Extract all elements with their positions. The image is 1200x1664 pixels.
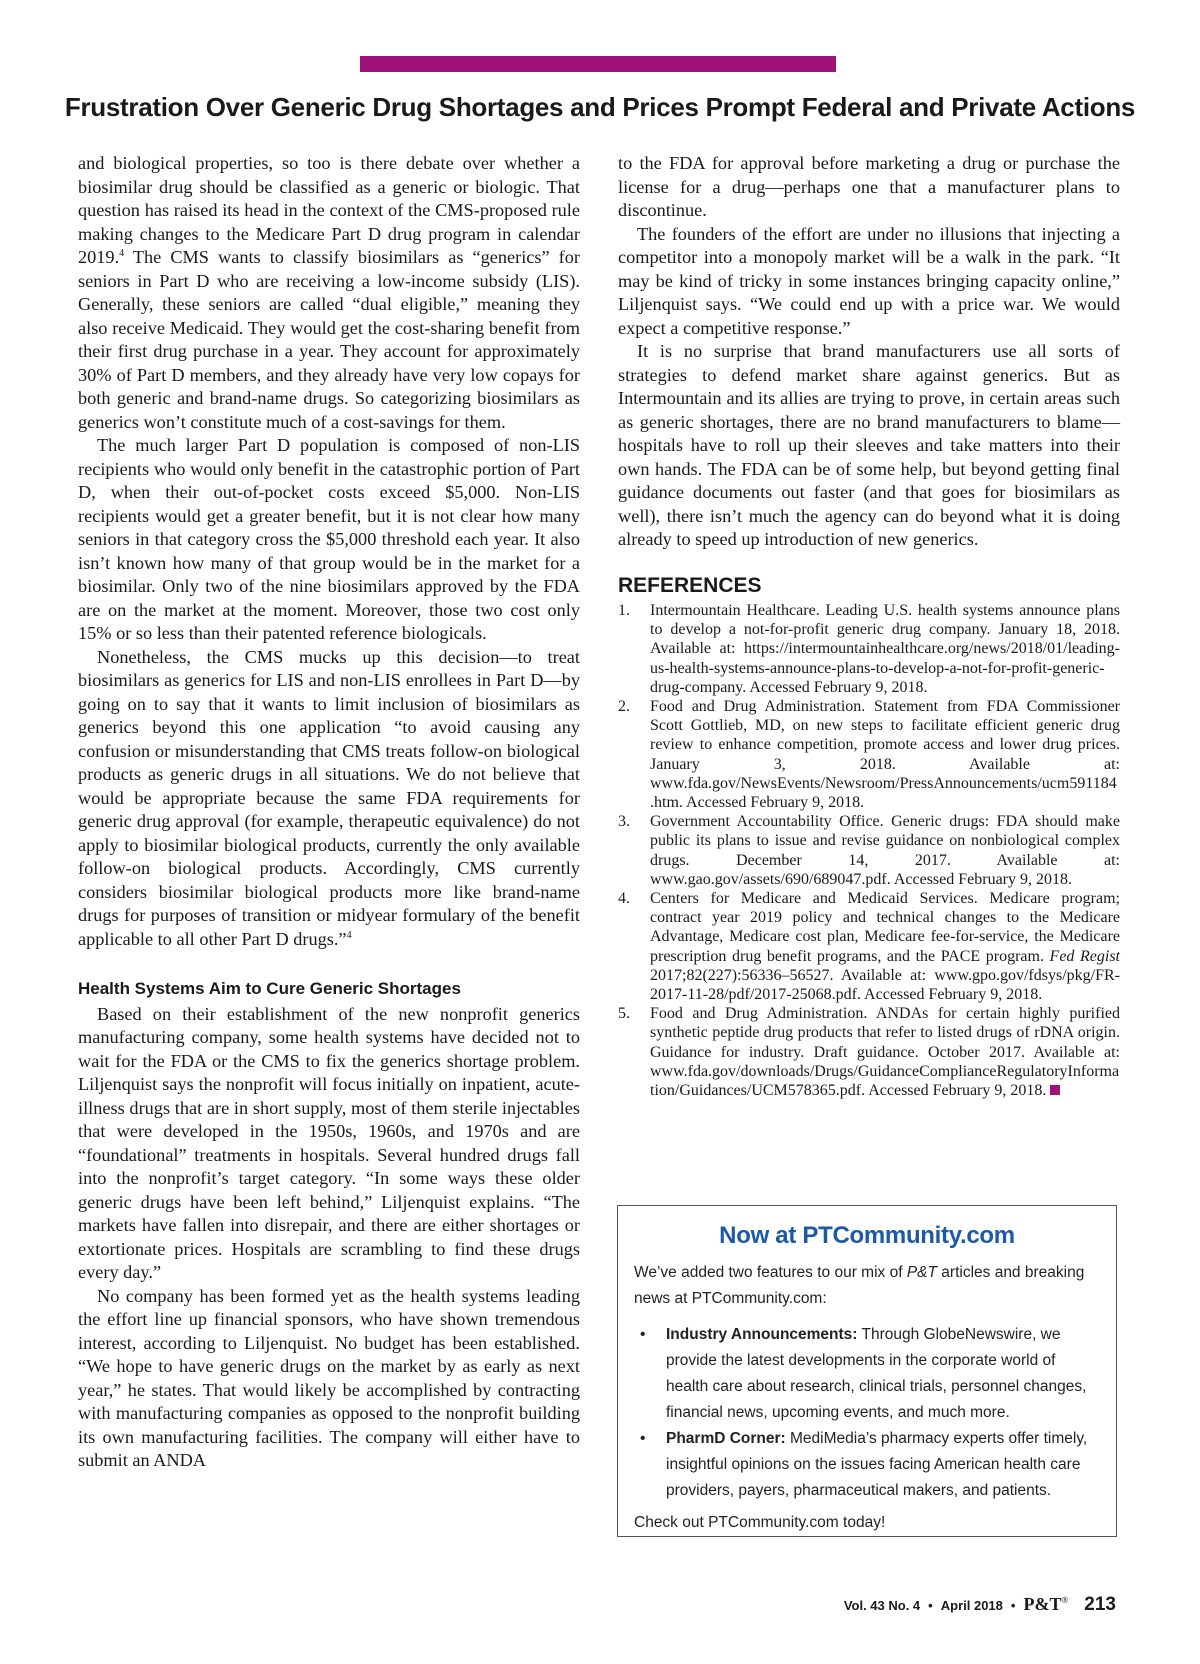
paragraph: No company has been formed yet as the health systems leading the effort line up financial sponsors, who have shown tremendous interest, according to Liljenquist. No budget has been established. “We hope to have generic drugs on the market by as early as next year,” he states. That would likely be accomplished by contracting with manufacturing companies as opposed to the nonprofit building its own manufacturing facilities. The company will either have to submit an ANDA [78, 1285, 580, 1470]
reference-number: 4. [618, 890, 630, 908]
bullet-icon: • [640, 1326, 646, 1343]
paragraph: The founders of the effort are under no illusions that injecting a competitor into a monopoly market will be a walk in the park. “It may be kind of tricky in some instances bringing capacity online,” Liljenquist says. “We could end up with a price war. We would expect a competitive response.” [618, 223, 1120, 338]
reference-text: Food and Drug Administration. Statement from FDA Commissioner Scott Gottlieb, MD, on new steps to facilitate efficient generic drug review to enhance competition, promote access and lower drug prices. January 3, 2018. Available at: www.fda.gov/NewsEvents/Newsroom/PressAnnouncements/ucm591184.htm. Accessed February 9, 2018. [650, 698, 1120, 812]
journal-name: P&T [906, 1264, 937, 1281]
box-intro [634, 1260, 1100, 1312]
box-outro: Check out PTCommunity.com today! [634, 1514, 886, 1531]
separator-dot: • [928, 1598, 933, 1613]
box-feature-item [634, 1322, 1100, 1426]
registered-mark: ® [1061, 1595, 1069, 1605]
feature-description: Through GlobeNewswire, we provide the latest developments in the corporate world of health care about research, clinical trials, personnel changes, financial news, upcoming events, and much more. [666, 1326, 1087, 1421]
paragraph: Based on their establishment of the new nonprofit generics manufacturing company, some health systems have decided not to wait for the FDA or the CMS to fix the generics shortage problem. Liljenquist says the nonprofit will focus initially on inpatient, acute-illness drugs that are in short supply, most of them sterile injectables that were developed in the 1950s, 1960s, and 1970s and are “foundational” treatments in hospitals. Several hundred drugs fall into the nonprofit’s target category. “In some ways these older generic drugs have been left behind,” Liljenquist explains. “The markets have fallen into disrepair, and there are either shortages or extortionate prices. Hospitals are scrambling to find these drugs every day.” [78, 1003, 580, 1282]
citation-superscript: 4 [119, 247, 125, 259]
reference-text-part: 2017;82(227):56336–56527. Available at: www.gpo.gov/fdsys/pkg/FR-2017-11-28/pdf/2017-25068.pdf. Accessed February 9, 2018. [650, 966, 1120, 1004]
end-of-article-square-icon [1050, 1085, 1060, 1095]
reference-text [650, 1004, 1120, 1100]
reference-number: 3. [618, 813, 630, 831]
box-intro-text: articles and breaking news at PTCommunity.com: [634, 1264, 1085, 1307]
reference-item [618, 889, 1120, 1004]
citation-superscript: 4 [346, 929, 352, 941]
reference-item [618, 601, 1120, 697]
feature-label: PharmD Corner: [666, 1430, 786, 1447]
reference-item [618, 812, 1120, 889]
references-heading: REFERENCES [618, 573, 762, 597]
article-headline: Frustration Over Generic Drug Shortages and Prices Prompt Federal and Private Actions [64, 92, 1136, 122]
separator-dot: • [1010, 1598, 1016, 1613]
section-subheading: Health Systems Aim to Cure Generic Shortages [78, 979, 461, 998]
box-feature-text [666, 1426, 1100, 1504]
issue-info: Vol. 43 No. 4 [843, 1598, 921, 1613]
journal-logo [1023, 1594, 1068, 1615]
paragraph [78, 152, 580, 434]
reference-text: Intermountain Healthcare. Leading U.S. health systems announce plans to develop a not-for-profit generic drug company. January 18, 2018. Available at: https://intermountainhealthcare.org/news/2018/01/leading-us-health-systems-announce-plans-to-develop-a-not-for-profit-generic-drug-company. Accessed February 9, 2018. [650, 602, 1120, 696]
paragraph: The much larger Part D population is composed of non-LIS recipients who would only benefit in the catastrophic portion of Part D, when their out-of-pocket costs exceed $5,000. Non-LIS recipients would get a greater benefit, but it is not clear how many seniors in that category cross the $5,000 threshold each year. It also isn’t known how many of that group would be in the market for a biosimilar. Only two of the nine biosimilars approved by the FDA are on the market at the moment. Moreover, those two cost only 15% or so less than their patented reference biologicals. [78, 435, 580, 643]
ptcommunity-sidebar-box [617, 1205, 1117, 1537]
journal-name: Fed Regist [1049, 947, 1120, 965]
issue-date: April 2018 [940, 1598, 1003, 1613]
journal-logo-text: P&T [1023, 1594, 1062, 1614]
reference-number: 1. [618, 602, 630, 619]
reference-text [650, 889, 1120, 1004]
paragraph-text: and biological properties, so too is there debate over whether a biosimilar drug should be classified as a generic or biologic. That question has raised its head in the context of the CMS-proposed rule making changes to the Medicare Part D drug program in calendar 2019. [78, 153, 580, 267]
paragraph: to the FDA for approval before marketing a drug or purchase the license for a drug—perhaps one that a manufacturer plans to discontinue. [618, 153, 1120, 220]
box-feature-item [634, 1426, 1100, 1504]
box-feature-list [634, 1322, 1100, 1504]
left-column [78, 152, 580, 1473]
reference-number: 5. [618, 1005, 630, 1023]
paragraph-text: The CMS wants to classify biosimilars as “generics” for seniors in Part D who are receiving a low-income subsidy (LIS). Generally, these seniors are called “dual eligible,” meaning they also receive Medicaid. They would get the cost-sharing benefit from their first drug purchase in a year. They account for approximately 30% of Part D members, and they already have very low copays for both generic and brand-name drugs. So categorizing biosimilars as generics won’t constitute much of a cost-savings for them. [78, 247, 580, 432]
references-list [618, 601, 1120, 1100]
right-column [618, 152, 1120, 1100]
header-accent-bar [360, 56, 836, 72]
reference-text-part: Centers for Medicare and Medicaid Services. Medicare program; contract year 2019 policy and technical changes to the Medicare Advantage, Medicare cost plan, Medicare fee-for-service, the Medicare prescription drug benefit programs, and the PACE program. [650, 890, 1120, 965]
feature-description: MediMedia’s pharmacy experts offer timely, insightful opinions on the issues facing American health care providers, payers, pharmaceutical makers, and patients. [666, 1430, 1088, 1499]
paragraph [78, 646, 580, 952]
reference-number: 2. [618, 698, 630, 716]
page-footer [844, 1594, 1116, 1616]
paragraph: It is no surprise that brand manufacturers use all sorts of strategies to defend market share against generics. But as Intermountain and its allies are trying to prove, in certain areas such as generic shortages, there are no brand manufacturers to blame—hospitals have to roll up their sleeves and take matters into their own hands. The FDA can be of some help, but beyond getting final guidance documents out faster (and that goes for biosimilars as well), there isn’t much the agency can do beyond what it is doing already to speed up introduction of new generics. [618, 341, 1120, 549]
box-intro-text: We’ve added two features to our mix of [634, 1264, 907, 1281]
bullet-icon: • [640, 1430, 646, 1447]
paragraph-text: Nonetheless, the CMS mucks up this decision—to treat biosimilars as generics for LIS and non-LIS enrollees in Part D—by going on to say that it wants to limit inclusion of biosimilars as generics beyond this one application “to avoid causing any confusion or misunderstanding that CMS treats follow-on biological products as generic drugs in all situations. We do not believe that would be appropriate because the same FDA requirements for generic drug approval (for example, therapeutic equivalence) do not apply to biosimilar biological products, currently the only available follow-on biological products. Accordingly, CMS currently considers biosimilar biological products more like brand-name drugs for purposes of transition or midyear formulary of the benefit applicable to all other Part D drugs.” [78, 646, 580, 949]
reference-item [618, 697, 1120, 812]
reference-item [618, 1004, 1120, 1100]
box-title: Now at PTCommunity.com [719, 1222, 1015, 1249]
reference-text: Government Accountability Office. Generic drugs: FDA should make public its plans to issue and revise guidance on nonbiological complex drugs. December 14, 2017. Available at: www.gao.gov/assets/690/689047.pdf. Accessed February 9, 2018. [650, 813, 1120, 888]
page-number: 213 [1084, 1594, 1116, 1615]
box-feature-text [666, 1322, 1100, 1426]
feature-label: Industry Announcements: [666, 1326, 858, 1343]
reference-text-part: Food and Drug Administration. ANDAs for certain highly purified synthetic peptide drug products that refer to listed drugs of rDNA origin. Guidance for industry. Draft guidance. October 2017. Available at: www.fda.gov/downloads/Drugs/GuidanceComplianceRegulatoryInformation/Guidances/UCM578365.pdf. Accessed February 9, 2018. [650, 1005, 1120, 1100]
